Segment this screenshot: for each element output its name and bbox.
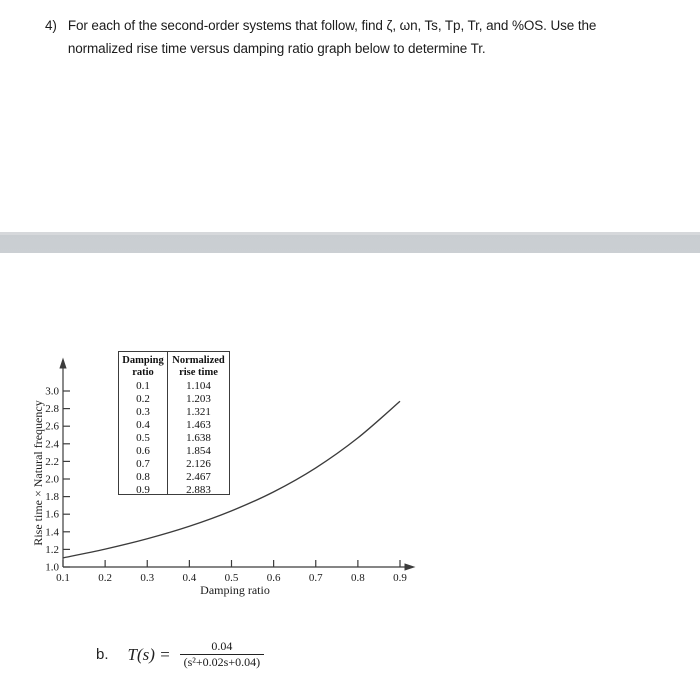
problem-statement [45,14,596,60]
x-axis-title: Damping ratio [200,583,270,597]
x-tick-label: 0.7 [308,572,323,584]
x-tick-label: 0.4 [182,572,197,584]
x-tick-label: 0.8 [351,572,365,584]
y-tick-label: 2.8 [45,403,59,416]
transfer-function-fraction [180,640,264,669]
table-cell-damping: 0.6 [136,445,150,457]
y-tick-label: 2.2 [45,455,59,468]
table-cell-rise-time: 2.126 [186,458,211,470]
table-cell-damping: 0.9 [136,484,150,496]
fraction-denominator: (s²+0.02s+0.04) [180,654,264,669]
transfer-function-item [96,640,264,669]
y-axis-title: Rise time × Natural frequency [31,400,45,546]
x-tick-label: 0.2 [98,572,112,584]
y-tick-label: 2.6 [45,420,59,433]
problem-line-1: For each of the second-order systems that follow, find ζ, ωn, Ts, Tp, Tr, and %OS. Use the [67,18,597,33]
x-tick-label: 0.6 [266,572,281,584]
fraction-numerator: 0.04 [211,639,233,653]
problem-number: 4) [45,18,57,33]
chart-region [30,345,442,617]
table-cell-damping: 0.1 [136,380,150,392]
rise-time-curve [63,401,400,558]
y-tick-label: 2.4 [45,438,59,451]
table-cell-rise-time: 2.467 [186,471,211,483]
x-axis-arrow-icon [405,563,416,570]
table-cell-damping: 0.4 [136,419,150,431]
table-cell-rise-time: 1.104 [186,380,211,392]
table-cell-rise-time: 1.463 [186,419,211,431]
rise-time-table [118,351,230,495]
table-cell-rise-time: 1.203 [186,393,211,405]
table-column-damping [119,352,167,494]
y-tick-label: 1.2 [45,543,59,556]
table-header-rise-time: Normalized rise time [172,355,225,378]
y-tick-label: 1.4 [45,526,59,539]
y-tick-label: 1.0 [45,561,59,574]
table-cell-rise-time: 1.321 [186,406,211,418]
x-tick-label: 0.1 [56,572,70,584]
table-cell-damping: 0.2 [136,393,150,405]
item-label: b. [96,646,109,663]
problem-text [68,14,597,60]
table-cell-damping: 0.3 [136,406,150,418]
y-tick-label: 3.0 [45,385,59,398]
table-cell-rise-time: 2.883 [186,484,211,496]
table-column-rise-time [167,352,229,494]
table-cell-damping: 0.7 [136,458,150,470]
rise-time-chart [30,345,442,617]
y-axis-arrow-icon [59,358,66,369]
y-tick-label: 1.8 [45,491,59,504]
x-tick-label: 0.3 [140,572,155,584]
table-cell-damping: 0.8 [136,471,150,483]
y-tick-label: 1.6 [45,508,59,521]
x-tick-label: 0.9 [393,572,407,584]
table-cell-damping: 0.5 [136,432,150,444]
section-divider [0,232,700,253]
table-cell-rise-time: 1.638 [186,432,211,444]
table-header-damping: Damping ratio [122,355,164,378]
y-tick-label: 2.0 [45,473,59,486]
problem-line-2: normalized rise time versus damping ratio graph below to determine Tr. [67,41,486,56]
table-cell-rise-time: 1.854 [186,445,211,457]
x-tick-label: 0.5 [224,572,239,584]
transfer-function-lhs: T(s) = [127,644,171,664]
